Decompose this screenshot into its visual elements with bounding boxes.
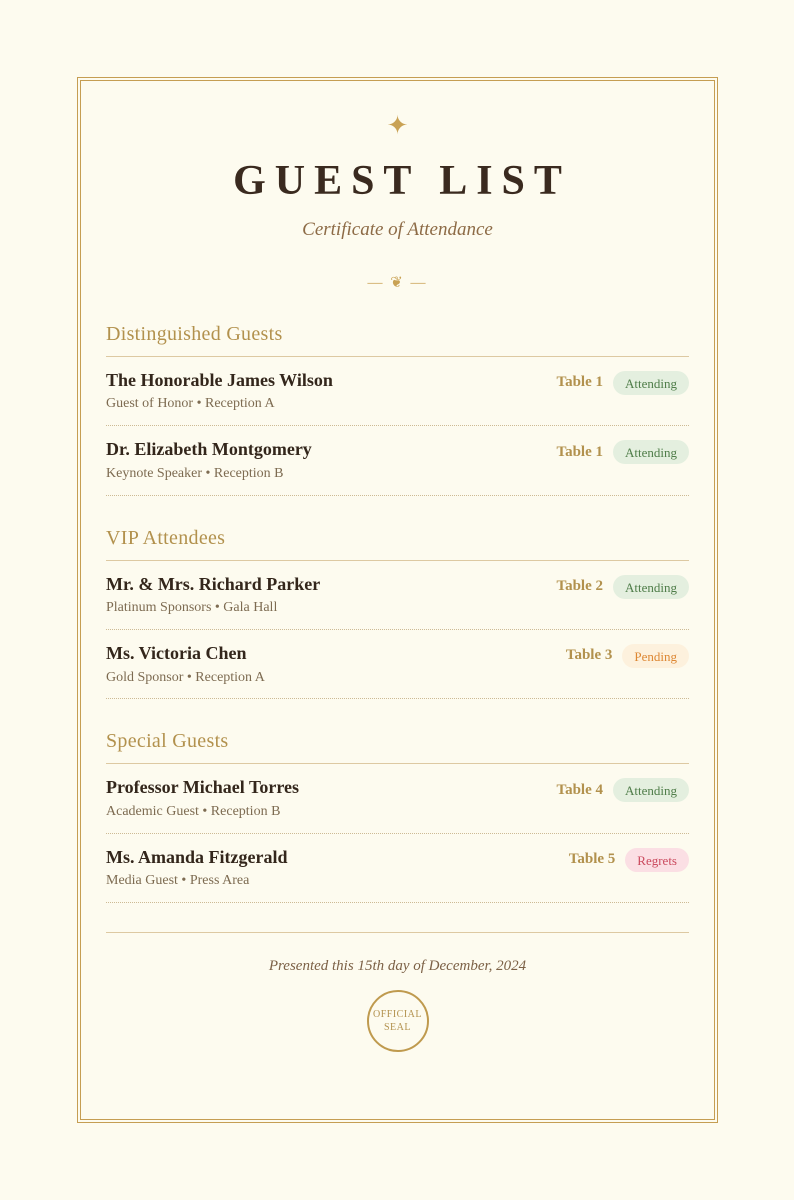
guest-name: Dr. Elizabeth Montgomery [106, 439, 312, 460]
guest-name: Ms. Victoria Chen [106, 642, 247, 663]
seal-text-line2: SEAL [384, 1022, 411, 1034]
presented-date: Presented this 15th day of December, 2024 [268, 958, 527, 975]
certificate-frame [77, 77, 718, 1123]
official-seal [367, 990, 429, 1052]
fleuron-divider-icon: — ❦ — [367, 275, 428, 292]
guest-section [106, 527, 689, 700]
section-heading: Special Guests [106, 730, 689, 764]
guest-detail: Gold Sponsor • Reception A [106, 669, 265, 685]
guest-detail: Media Guest • Press Area [106, 873, 250, 889]
status-badge: Attending [613, 440, 689, 464]
guest-row [106, 834, 689, 903]
guest-row [106, 561, 689, 630]
table-assignment: Table 3 [565, 647, 613, 664]
guest-row [106, 764, 689, 833]
guest-info [106, 439, 312, 482]
guest-info [106, 777, 299, 820]
diamond-ornament-icon: ✦ [386, 111, 409, 140]
guest-meta [566, 644, 689, 668]
guest-detail: Platinum Sponsors • Gala Hall [106, 600, 278, 616]
guest-info [106, 370, 333, 413]
guest-meta [556, 575, 689, 599]
section-heading: VIP Attendees [106, 527, 689, 561]
guest-meta [556, 440, 689, 464]
table-assignment: Table 2 [556, 578, 603, 595]
guest-detail: Academic Guest • Reception B [106, 803, 281, 819]
guest-meta [569, 848, 689, 872]
certificate-header [106, 81, 689, 292]
seal-text-line1: OFFICIAL [372, 1009, 422, 1021]
guest-detail: Keynote Speaker • Reception B [106, 465, 284, 481]
guest-row [106, 357, 689, 426]
guest-name: Mr. & Mrs. Richard Parker [106, 573, 321, 594]
status-badge: Regrets [625, 848, 689, 872]
guest-name: Ms. Amanda Fitzgerald [106, 846, 288, 867]
table-assignment: Table 1 [556, 374, 603, 391]
section-heading: Distinguished Guests [106, 323, 689, 357]
page-subtitle: Certificate of Attendance [302, 219, 493, 241]
guest-rows [106, 561, 689, 700]
guest-name: The Honorable James Wilson [106, 369, 333, 390]
certificate-footer [106, 932, 689, 1052]
guest-meta [556, 371, 689, 395]
guest-row [106, 630, 689, 699]
guest-info [106, 643, 265, 686]
guest-section [106, 323, 689, 496]
certificate-frame-inner [80, 80, 715, 1120]
guest-section [106, 730, 689, 903]
guest-detail: Guest of Honor • Reception A [106, 396, 275, 412]
guest-info [106, 574, 320, 617]
table-assignment: Table 5 [568, 851, 616, 868]
table-assignment: Table 1 [556, 443, 603, 460]
guest-info [106, 847, 288, 890]
guest-row [106, 426, 689, 495]
table-assignment: Table 4 [556, 781, 603, 798]
status-badge: Pending [622, 644, 689, 668]
guest-name: Professor Michael Torres [106, 777, 299, 798]
status-badge: Attending [613, 778, 689, 802]
status-badge: Attending [613, 371, 689, 395]
guest-rows [106, 764, 689, 903]
guest-meta [556, 778, 689, 802]
page-title: GUEST LIST [233, 158, 571, 204]
status-badge: Attending [613, 575, 689, 599]
guest-rows [106, 357, 689, 496]
guest-sections [106, 323, 689, 903]
